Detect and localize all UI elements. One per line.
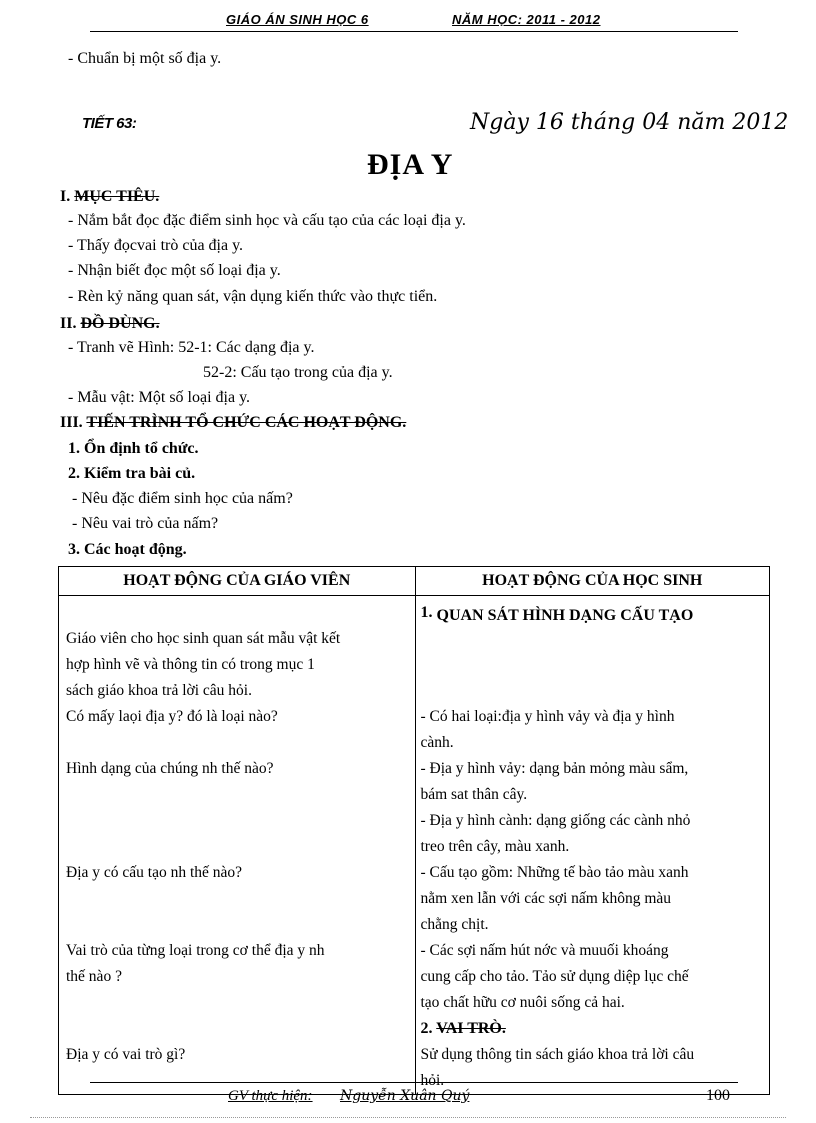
page-title: ĐỊA Y bbox=[367, 148, 454, 181]
section-1-title: MỤC TIÊU. bbox=[74, 188, 160, 205]
activity-table bbox=[58, 566, 770, 1095]
student-line: chằng chịt. bbox=[420, 916, 489, 933]
teacher-column-header: HOẠT ĐỘNG CỦA GIÁO VIÊN bbox=[59, 567, 416, 596]
student-line: - Các sợi nấm hút nớc và muuối khoáng bbox=[420, 942, 669, 959]
student-section-2-title: VAI TRÒ. bbox=[436, 1020, 506, 1037]
student-section-2-number: 2. bbox=[420, 1020, 433, 1037]
header-school-year: NĂM HỌC: 2011 - 2012 bbox=[452, 12, 601, 27]
objective-item: - Nắm bắt đọc đặc điểm sinh học và cấu tạo của các loại địa y. bbox=[68, 212, 466, 229]
student-line: - Cấu tạo gồm: Những tế bào tảo màu xanh bbox=[420, 864, 689, 881]
subsection-1: 1. Ổn định tổ chức. bbox=[68, 440, 199, 457]
prep-line: - Chuẩn bị một số địa y. bbox=[68, 50, 222, 67]
page-number: 100 bbox=[706, 1087, 730, 1104]
material-item: - Mẫu vật: Một số loại địa y. bbox=[68, 389, 251, 406]
section-2-number: II. bbox=[60, 315, 77, 332]
teacher-line: Hình dạng của chúng nh thế nào? bbox=[66, 760, 274, 777]
student-line: nằm xen lẫn với các sợi nấm không màu bbox=[420, 890, 672, 907]
table-header-row bbox=[59, 567, 770, 596]
footer-teacher-name: Nguyễn Xuân Quý bbox=[340, 1088, 470, 1104]
student-line: - Địa y hình cành: dạng giống các cành nhỏ bbox=[420, 812, 691, 829]
material-item: 52-2: Cấu tạo trong của địa y. bbox=[203, 364, 393, 381]
student-line: - Địa y hình vảy: dạng bản mỏng màu sẩm, bbox=[420, 760, 689, 777]
student-line: bám sat thân cây. bbox=[420, 786, 528, 803]
objective-item: - Thấy đọcvai trò của địa y. bbox=[68, 237, 244, 254]
section-3-number: III. bbox=[60, 414, 83, 431]
teacher-line: sách giáo khoa trả lời câu hỏi. bbox=[66, 682, 252, 699]
section-3-heading bbox=[60, 414, 406, 432]
teacher-line: Có mấy laọi địa y? đó là loại nào? bbox=[66, 708, 278, 725]
review-question: - Nêu vai trò của nấm? bbox=[72, 515, 219, 532]
objective-item: - Nhận biết đọc một số loại địa y. bbox=[68, 262, 281, 279]
student-activity-cell bbox=[415, 596, 770, 1095]
teacher-line: hợp hình vẽ và thông tin có trong mục 1 bbox=[66, 656, 315, 673]
lesson-date: Ngày 16 tháng 04 năm 2012 bbox=[470, 110, 789, 135]
table-row bbox=[59, 596, 770, 1095]
student-section-1-heading bbox=[421, 600, 765, 626]
teacher-line: Vai trò của từng loại trong cơ thể địa y nh bbox=[66, 942, 325, 959]
student-line: Sử dụng thông tin sách giáo khoa trả lời câu bbox=[420, 1046, 695, 1063]
student-line: cung cấp cho tảo. Tảo sử dụng diệp lục chế bbox=[420, 968, 689, 985]
teacher-line: Giáo viên cho học sinh quan sát mẫu vật kết bbox=[66, 630, 341, 647]
material-item: - Tranh vẽ Hình: 52-1: Các dạng địa y. bbox=[68, 339, 315, 356]
section-3-title: TIẾN TRÌNH TỔ CHỨC CÁC HOẠT ĐỘNG. bbox=[86, 414, 407, 431]
lesson-number: TIẾT 63: bbox=[82, 115, 137, 132]
student-line: hỏi. bbox=[420, 1072, 445, 1089]
teacher-line: Địa y có cấu tạo nh thế nào? bbox=[66, 864, 243, 881]
student-line: treo trên cây, màu xanh. bbox=[420, 838, 570, 855]
student-line: tạo chất hữu cơ nuôi sống cả hai. bbox=[420, 994, 625, 1011]
subsection-3: 3. Các hoạt động. bbox=[68, 541, 187, 558]
student-section-1-number: 1. bbox=[420, 604, 433, 621]
student-line: - Có hai loại:địa y hình vảy và địa y hình bbox=[420, 708, 675, 725]
student-section-2-heading bbox=[421, 1016, 765, 1042]
student-column-header: HOẠT ĐỘNG CỦA HỌC SINH bbox=[415, 567, 770, 596]
footer-teacher-label: GV thực hiện: bbox=[228, 1088, 313, 1104]
footer-rule bbox=[90, 1082, 738, 1083]
student-section-1-title: QUAN SÁT HÌNH DẠNG CẤU TẠO bbox=[436, 607, 694, 624]
student-line: cành. bbox=[420, 734, 454, 751]
teacher-activity-cell bbox=[59, 596, 416, 1095]
header-rule bbox=[90, 31, 738, 32]
header-subject: GIÁO ÁN SINH HỌC 6 bbox=[226, 12, 369, 27]
subsection-2: 2. Kiểm tra bài củ. bbox=[68, 465, 196, 482]
section-1-number: I. bbox=[60, 188, 71, 205]
teacher-line: Địa y có vai trò gì? bbox=[66, 1046, 186, 1063]
teacher-line: thế nào ? bbox=[66, 968, 122, 985]
section-1-heading bbox=[60, 188, 159, 206]
section-2-heading bbox=[60, 315, 160, 333]
section-2-title: ĐỒ DÙNG. bbox=[80, 315, 160, 332]
bottom-dotted-rule bbox=[30, 1117, 786, 1118]
objective-item: - Rèn kỷ năng quan sát, vận dụng kiến thức vào thực tiển. bbox=[68, 288, 438, 305]
review-question: - Nêu đặc điểm sinh học của nấm? bbox=[72, 490, 293, 507]
